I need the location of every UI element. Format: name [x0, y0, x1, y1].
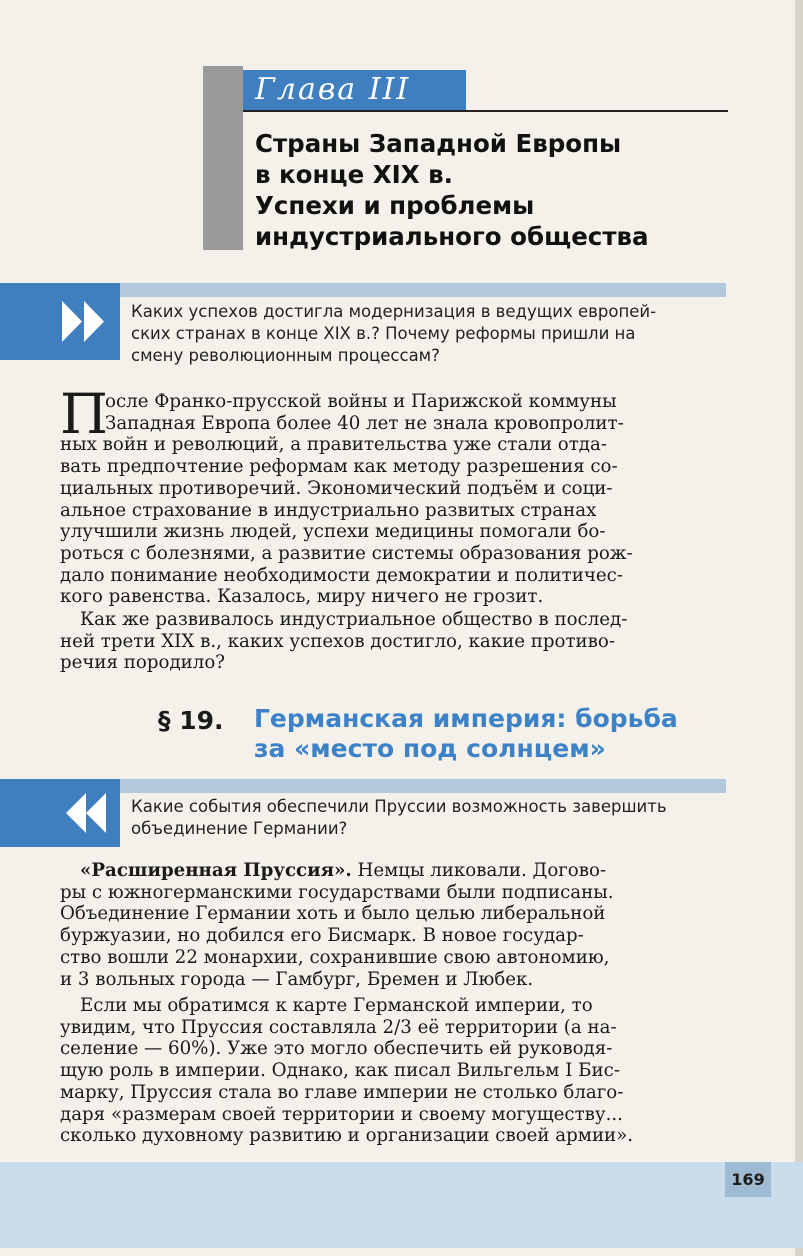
question2-text	[131, 796, 667, 840]
question1-icon-box	[0, 283, 120, 360]
text-line: вать предпочтение реформам как методу разрешения со-	[60, 456, 618, 478]
question1-line: смену революционным процессам?	[131, 346, 440, 365]
text-line	[60, 860, 614, 882]
chapter-label: Глава III	[243, 70, 466, 110]
chapter-title-line: Успехи и проблемы	[255, 191, 535, 220]
section-title-line: Германская империя: борьба	[254, 704, 678, 733]
chapter-title-line: в конце XIX в.	[255, 160, 453, 189]
text-span: Немцы ликовали. Догово-	[351, 860, 607, 881]
chapter-title-line: индустриального общества	[255, 222, 649, 251]
text-line: дало понимание необходимости демократии и политичес-	[60, 564, 623, 586]
page-number: 169	[731, 1170, 765, 1189]
text-line: даря «размерам своей территории и своему могуществу...	[60, 1103, 623, 1125]
page-edge	[795, 0, 803, 1256]
section-number: § 19.	[158, 706, 224, 735]
text-line: щую роль в империи. Однако, как писал Вильгельм I Бис-	[60, 1060, 621, 1082]
text-line: буржуазии, но добился его Бисмарк. В новое государ-	[60, 925, 584, 947]
section-title	[254, 704, 678, 764]
text-line: осле Франко-прусской войны и Парижской коммуны	[105, 391, 617, 412]
question1-line: Каких успехов достигла модернизация в ведущих европей-	[131, 302, 657, 321]
question2-icon-box	[0, 779, 120, 847]
text-line: улучшили жизнь людей, успехи медицины помогали бо-	[60, 521, 606, 543]
chapter-rule	[243, 110, 728, 112]
paragraph-heading: «Расширенная Пруссия».	[80, 860, 352, 881]
text-line: и 3 вольных города — Гамбург, Бремен и Любек.	[60, 968, 534, 990]
question2-line: объединение Германии?	[131, 819, 348, 838]
intro-paragraph-1	[60, 391, 633, 608]
intro-paragraph-2	[60, 609, 627, 674]
chapter-title-line: Страны Западной Европы	[255, 129, 622, 158]
text-line: циальных противоречий. Экономический подъём и соци-	[60, 477, 613, 499]
text-line: увидим, что Пруссия составляла 2/3 её территории (а на-	[60, 1016, 617, 1038]
text-line: ры с южногерманскими государствами были подписаны.	[60, 881, 614, 903]
footer-band	[0, 1162, 803, 1248]
text-line: кого равенства. Казалось, миру ничего не грозит.	[60, 586, 544, 608]
double-arrow-right-icon	[0, 283, 120, 360]
text-line: речия породило?	[60, 652, 226, 674]
text-line: селение — 60%). Уже это могло обеспечить ей руководя-	[60, 1038, 613, 1060]
text-line: роться с болезнями, а развитие системы образования рож-	[60, 542, 633, 564]
text-line: Объединение Германии хоть и было целью либеральной	[60, 903, 606, 925]
question1-line: ских странах в конце XIX в.? Почему реформы пришли на	[131, 324, 636, 343]
text-line: Западная Европа более 40 лет не знала кровопролит-	[105, 412, 624, 434]
chapter-grey-bar	[203, 66, 243, 250]
question2-line: Какие события обеспечили Пруссии возможность завершить	[131, 797, 667, 816]
text-line: альное страхование в индустриально развитых странах	[60, 499, 597, 521]
question1-text	[131, 301, 656, 367]
text-line: сколько духовному развитию и организации своей армии».	[60, 1125, 634, 1147]
text-line: марку, Пруссия стала во главе империи не столько благо-	[60, 1081, 624, 1103]
text-line: ных войн и революций, а правительства уже стали отда-	[60, 434, 607, 456]
body-paragraph-2	[60, 995, 633, 1147]
text-line: Если мы обратимся к карте Германской империи, то	[80, 995, 593, 1016]
chapter-title	[255, 128, 725, 252]
body-paragraph-1	[60, 860, 614, 990]
section-title-line: за «место под солнцем»	[254, 734, 606, 763]
text-line: ней трети XIX в., каких успехов достигло, какие противо-	[60, 630, 615, 652]
double-arrow-left-icon	[0, 779, 120, 847]
drop-cap: П	[60, 382, 108, 446]
text-line: ство вошли 22 монархии, сохранившие свою автономию,	[60, 946, 610, 968]
text-line: Как же развивалось индустриальное общество в послед-	[80, 609, 628, 630]
